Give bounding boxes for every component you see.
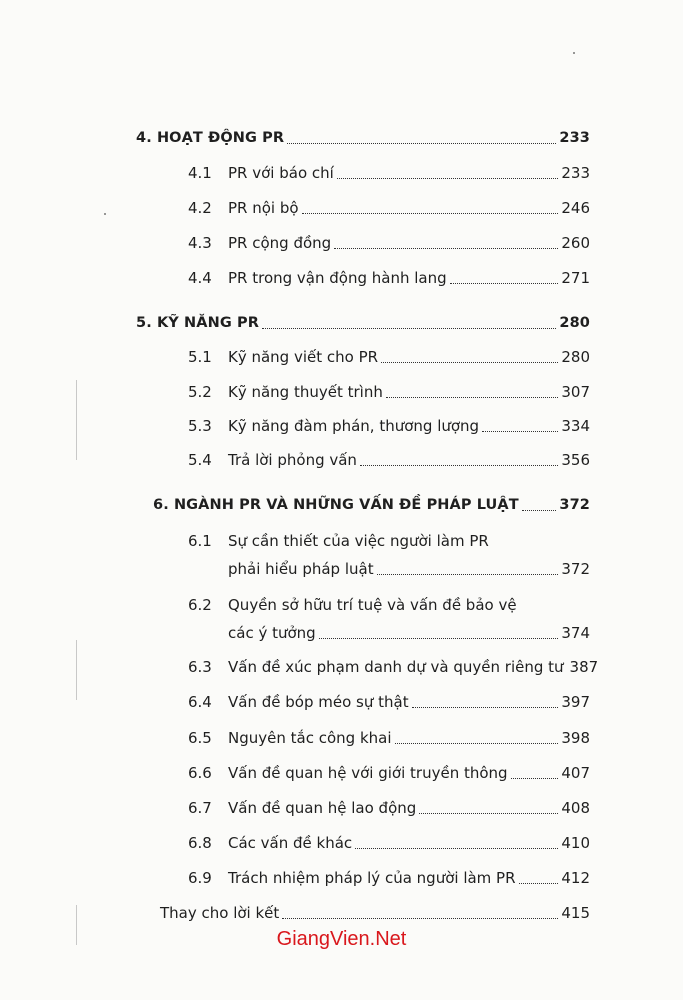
dot-leader (386, 397, 559, 398)
toc-number: 6.9 (188, 869, 212, 887)
toc-entry-5-4 (188, 450, 590, 470)
toc-entry-6-3 (188, 657, 599, 677)
scan-margin-line (76, 380, 77, 460)
toc-entry-4-4 (188, 268, 590, 288)
scan-margin-line (76, 640, 77, 700)
toc-page-number: 408 (561, 799, 590, 817)
toc-page-number: 412 (561, 869, 590, 887)
toc-title: Các vấn đề khác (228, 834, 353, 852)
toc-page-number: 407 (561, 764, 590, 782)
dot-leader (412, 707, 559, 708)
toc-number: 4.1 (188, 164, 212, 182)
toc-title: 5. KỸ NĂNG PR (136, 315, 259, 331)
toc-page-number: 334 (561, 417, 590, 435)
toc-number: 6.3 (188, 658, 212, 676)
toc-title: Thay cho lời kết (160, 904, 280, 922)
toc-page-number: 233 (561, 164, 590, 182)
dot-leader (287, 143, 556, 144)
dot-leader (482, 431, 558, 432)
toc-title: PR nội bộ (228, 199, 299, 217)
dot-leader (395, 743, 559, 744)
toc-entry-6-2-line1 (188, 595, 517, 615)
toc-number: 6.6 (188, 764, 212, 782)
dot-leader (511, 778, 559, 779)
toc-entry-4-3 (188, 233, 590, 253)
toc-number: 6.4 (188, 693, 212, 711)
toc-page-number: 372 (559, 497, 590, 513)
toc-number: 4.2 (188, 199, 212, 217)
toc-page-number: 397 (561, 693, 590, 711)
toc-entry-6-1-line1 (188, 531, 489, 551)
toc-number: 6.7 (188, 799, 212, 817)
dot-leader (319, 638, 559, 639)
dot-leader (282, 918, 558, 919)
toc-number: 6.2 (188, 596, 212, 614)
toc-title: PR với báo chí (228, 164, 334, 182)
toc-number: 5.2 (188, 383, 212, 401)
toc-page-number: 374 (561, 624, 590, 642)
toc-title: 4. HOẠT ĐỘNG PR (136, 130, 285, 146)
toc-number: 4.3 (188, 234, 212, 252)
toc-number: 5.3 (188, 417, 212, 435)
toc-page-number: 246 (561, 199, 590, 217)
dot-leader (262, 328, 556, 329)
dot-leader (450, 283, 559, 284)
toc-title: Nguyên tắc công khai (228, 729, 392, 747)
toc-number: 4.4 (188, 269, 212, 287)
dot-leader (381, 362, 558, 363)
toc-entry-6-2-line2 (228, 623, 590, 643)
toc-title: Trách nhiệm pháp lý của người làm PR (228, 869, 516, 887)
toc-entry-4-1 (188, 163, 590, 183)
dot-leader (377, 574, 559, 575)
toc-title: 6. NGÀNH PR VÀ NHỮNG VẤN ĐỀ PHÁP LUẬT (153, 497, 519, 513)
toc-chapter-4 (136, 128, 590, 148)
toc-page-number: 271 (561, 269, 590, 287)
toc-chapter-6 (153, 495, 590, 515)
toc-number: 5.1 (188, 348, 212, 366)
toc-title: Vấn đề quan hệ lao động (228, 799, 417, 817)
toc-number: 6.5 (188, 729, 212, 747)
toc-page-number: 280 (561, 348, 590, 366)
toc-chapter-5 (136, 313, 590, 333)
toc-number: 5.4 (188, 451, 212, 469)
toc-title: PR trong vận động hành lang (228, 269, 447, 287)
toc-title: Quyền sở hữu trí tuệ và vấn đề bảo vệ (228, 596, 517, 614)
toc-page-number: 387 (569, 658, 599, 676)
toc-title: PR cộng đồng (228, 234, 332, 252)
toc-title: Sự cần thiết của việc người làm PR (228, 532, 489, 550)
toc-entry-6-6 (188, 763, 590, 783)
toc-page-number: 415 (561, 904, 590, 922)
toc-entry-6-9 (188, 868, 590, 888)
toc-title: Vấn đề xúc phạm danh dự và quyền riêng tư (228, 658, 564, 676)
toc-title: Kỹ năng đàm phán, thương lượng (228, 417, 480, 435)
toc-title: Vấn đề bóp méo sự thật (228, 693, 409, 711)
toc-entry-5-3 (188, 416, 590, 436)
toc-title: Vấn đề quan hệ với giới truyền thông (228, 764, 508, 782)
toc-page-number: 410 (561, 834, 590, 852)
toc-title: các ý tưởng (228, 624, 316, 642)
toc-page-number: 233 (559, 130, 590, 146)
dot-leader (355, 848, 558, 849)
toc-page-number: 280 (559, 315, 590, 331)
dot-leader (337, 178, 559, 179)
scan-speck (573, 52, 575, 54)
toc-page-number: 307 (561, 383, 590, 401)
dot-leader (334, 248, 558, 249)
toc-title: Kỹ năng viết cho PR (228, 348, 379, 366)
toc-entry-6-1-line2 (228, 559, 590, 579)
dot-leader (419, 813, 558, 814)
watermark-text: GiangVien.Net (276, 928, 407, 950)
toc-entry-closing (160, 903, 590, 923)
toc-page-number: 260 (561, 234, 590, 252)
toc-page-number: 372 (561, 560, 590, 578)
toc-entry-6-8 (188, 833, 590, 853)
dot-leader (519, 883, 559, 884)
dot-leader (522, 510, 557, 511)
toc-page-number: 398 (561, 729, 590, 747)
dot-leader (302, 213, 559, 214)
toc-title: Trả lời phỏng vấn (228, 451, 357, 469)
toc-entry-6-4 (188, 692, 590, 712)
toc-number: 6.8 (188, 834, 212, 852)
toc-entry-5-2 (188, 382, 590, 402)
toc-entry-6-5 (188, 728, 590, 748)
toc-entry-4-2 (188, 198, 590, 218)
toc-number: 6.1 (188, 532, 212, 550)
toc-entry-5-1 (188, 347, 590, 367)
dot-leader (360, 465, 558, 466)
scan-speck (104, 213, 106, 215)
toc-page-number: 356 (561, 451, 590, 469)
toc-title: phải hiểu pháp luật (228, 560, 374, 578)
toc-entry-6-7 (188, 798, 590, 818)
toc-title: Kỹ năng thuyết trình (228, 383, 383, 401)
